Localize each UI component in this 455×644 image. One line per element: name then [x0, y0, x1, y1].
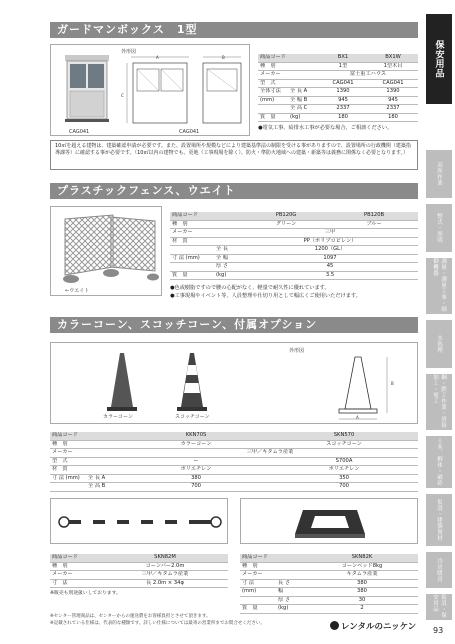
spec-cell: 350	[270, 474, 418, 483]
spec-cell: 厚 さ	[276, 596, 306, 605]
spec-cell: 1型木目	[368, 62, 418, 71]
spec-cell: 全 長	[214, 246, 242, 255]
spec-cell	[86, 440, 122, 449]
tab-water-treatment[interactable]: 水処理	[426, 320, 452, 368]
guard-box-figure	[50, 44, 250, 136]
spec-header-col: SKN570	[270, 432, 418, 440]
category-tabs	[423, 0, 455, 644]
spec-header-label	[276, 554, 306, 562]
spec-cell: 長 さ	[276, 579, 306, 588]
spec-cell: 全体寸法	[258, 88, 288, 97]
spec-cell: 質 量	[170, 271, 214, 280]
spec-cell: (kg)	[276, 605, 306, 614]
outline-caption: 外形図	[121, 49, 137, 55]
spec-cell: (mm)	[258, 96, 288, 105]
spec-header-label: 商品コード	[240, 554, 276, 562]
spec-cell: CAG041	[318, 79, 368, 88]
tab-aerial-work[interactable]: 高所作業	[426, 150, 452, 198]
scotch-cone-caption: スコッチコーン	[175, 414, 210, 420]
spec-cell: ポリエチレン	[270, 466, 418, 475]
spec-cell: 材 質	[50, 466, 86, 475]
tab-lighting[interactable]: 整式・照明	[426, 204, 452, 252]
cone-bed-spec-table	[240, 554, 418, 614]
spec-cell: 945	[368, 96, 418, 105]
spec-cell: 1200（GL）	[242, 246, 418, 255]
tab-steel-work[interactable]: 鋼・鉄工作業・溶接加工・電工	[426, 374, 452, 430]
spec-header-label: 商品コード	[50, 432, 122, 440]
spec-cell	[258, 105, 288, 114]
spec-cell	[214, 237, 242, 246]
spec-cell: メーカー	[240, 571, 276, 580]
spec-cell: 寸 法 (mm)	[170, 254, 214, 263]
color-cone-caption: カラーコーン	[103, 414, 133, 420]
spec-cell: 1型	[318, 62, 368, 71]
spec-cell	[86, 457, 122, 466]
fence-spec-table	[170, 212, 418, 280]
spec-header-col: BX1	[318, 54, 368, 62]
spec-cell: 種 別	[50, 562, 102, 571]
guard-box-spec-table	[258, 54, 418, 122]
spec-cell: 富士重工ハウス	[318, 71, 418, 80]
scotch-cone-illustration	[177, 351, 207, 413]
dim-b-label: B	[222, 55, 225, 60]
spec-cell: コーンバー2.0m	[102, 562, 228, 571]
spec-cell	[214, 220, 242, 229]
spec-cell: PP（ポリプロピレン）	[242, 237, 418, 246]
spec-cell: 全 幅 B	[288, 96, 318, 105]
dim-a-label: A	[156, 55, 159, 60]
spec-cell	[86, 466, 122, 475]
spec-cell	[214, 229, 242, 238]
footer-note-1: ※センター管理商品は、センターからの運送費をお客様負担とさせて頂きます。	[50, 614, 211, 619]
spec-cell: 種 別	[258, 62, 288, 71]
cone-bed-figure	[240, 498, 418, 544]
dim-a-label: A	[356, 415, 359, 420]
spec-cell	[170, 246, 214, 255]
section-title-fence: プラスチックフェンス、ウエイト	[50, 183, 418, 199]
spec-cell: 種 別	[240, 562, 276, 571]
spec-cell: 380	[122, 474, 270, 483]
cone-bar-illustration	[57, 515, 223, 529]
spec-header-label: 商品コード	[50, 554, 102, 562]
color-cone-illustration	[107, 351, 137, 413]
fence-illustration	[55, 211, 159, 291]
spec-cell	[288, 62, 318, 71]
fence-figure	[50, 206, 162, 296]
spec-header-col: SKN82M	[102, 554, 228, 562]
guard-box-drawing	[123, 55, 247, 127]
building-permit-note: 10㎡を超える建物は、建築確認申請が必要です。また、設置場所や規模などにより建築基準法の制限を受ける事がありますので、設置場所の行政機関（建築指導課等）に確認する事が必要です。（10㎡以内の建物でも、更地（工事現場を除く）、防火・準防火地域への建築・新築等は義務に関係なく必要となります。）	[50, 140, 418, 170]
cone-bar-spec-table	[50, 554, 228, 588]
spec-cell: 全 長 A	[288, 88, 318, 97]
tab-demolition[interactable]: 土木、解体・破砕	[426, 436, 452, 488]
spec-cell: S700A	[270, 457, 418, 466]
spec-cell: 幅	[276, 588, 306, 597]
cone-spec-table	[50, 432, 418, 492]
drawing-caption: CAG041	[179, 129, 200, 135]
dim-b-label: B	[391, 381, 394, 386]
spec-cell: 700	[122, 483, 270, 492]
weight-caption: ←ウエイト	[65, 288, 90, 294]
spec-cell: 2	[306, 605, 418, 614]
fence-note-1: ●色或樹脂ですので腰の心配がなく、軽量で耐久性に優れています。	[170, 285, 330, 291]
section-title-guard-box: ガードマンボックス 1型	[50, 22, 418, 38]
tab-heating-cooling[interactable]: 冷房暖房	[426, 552, 452, 588]
spec-cell	[276, 562, 306, 571]
spec-cell	[288, 79, 318, 88]
spec-cell: カラーコーン	[122, 440, 270, 449]
spec-cell: 厚 さ	[214, 263, 242, 272]
logo-mark-icon	[330, 621, 339, 630]
spec-cell: 全 高 C	[288, 105, 318, 114]
fence-note-2: ●工事現場やイベント等、人員整理や仕切り用として幅広くご使用いただけます。	[170, 293, 361, 299]
tab-safety-supplies[interactable]: 保安用品	[426, 14, 452, 104]
spec-header-col: PB120G	[242, 212, 330, 220]
tab-temporary-safety[interactable]: 仮設・保安用品	[426, 594, 452, 620]
cones-figure	[50, 342, 418, 424]
spec-cell: コーンベッド8kg	[306, 562, 418, 571]
spec-cell: グリーン	[242, 220, 330, 229]
spec-cell: 3.5	[242, 271, 418, 280]
spec-cell: 材 質	[170, 237, 214, 246]
spec-cell: 全 幅	[214, 254, 242, 263]
spec-cell: 380	[306, 588, 418, 597]
spec-cell: 180	[368, 113, 418, 122]
dim-c-label: C	[121, 93, 124, 98]
spec-cell: CAG041	[368, 79, 418, 88]
spec-header-col: PB120B	[330, 212, 418, 220]
spec-header-col: BX1W	[368, 54, 418, 62]
spec-cell: 1390	[318, 88, 368, 97]
spec-cell: (mm)	[240, 588, 276, 597]
brand-logo	[330, 620, 416, 632]
spec-cell: 三甲／キタムラ産業	[102, 571, 228, 580]
spec-cell: 全 高 B	[86, 483, 122, 492]
spec-cell: 45	[242, 263, 418, 272]
spec-cell: メーカー	[170, 229, 214, 238]
spec-cell: 寸 法	[50, 579, 102, 588]
spec-cell	[276, 571, 306, 580]
spec-cell: 型 式	[50, 457, 86, 466]
spec-cell: (kg)	[288, 113, 318, 122]
spec-cell: 寸 法 (mm)	[50, 474, 86, 483]
page-number: 93	[433, 626, 444, 635]
spec-cell: 三甲	[242, 229, 418, 238]
cone-bed-illustration	[293, 502, 367, 542]
spec-cell: メーカー	[50, 449, 86, 458]
tab-surveying[interactable]: 測量・測量工事・制御機器	[426, 258, 452, 314]
spec-header-label: 商品コード	[170, 212, 242, 220]
spec-cell: スコッチコーン	[270, 440, 418, 449]
spec-cell: 長 2.0m × 34φ	[102, 579, 228, 588]
spec-cell: 全 長 A	[86, 474, 122, 483]
spec-cell	[240, 596, 276, 605]
spec-cell: ポリエチレン	[122, 466, 270, 475]
section-title-cones: カラーコーン、スコッチコーン、付属オプション	[50, 317, 418, 333]
spec-cell	[170, 263, 214, 272]
footer-note-2: ※記載されている仕様は、代表的な種類です。詳しい仕様については最寄の営業所までお問合せください。	[50, 620, 265, 626]
logo-text: レンタルのニッケン	[341, 622, 417, 632]
spec-cell: メーカー	[50, 571, 102, 580]
spec-cell: メーカー	[258, 71, 288, 80]
spec-cell: ー	[122, 457, 270, 466]
spec-cell: 30	[306, 596, 418, 605]
spec-header-col: KKN70S	[122, 432, 270, 440]
spec-cell	[50, 483, 86, 492]
tab-temporary-materials[interactable]: 仮設・建築資材	[426, 494, 452, 546]
guard-box-note: ●電気工事、給排水工事が必要な場合、ご相談ください。	[258, 125, 393, 131]
spec-cell: キタムラ産業	[306, 571, 418, 580]
spec-cell: 2337	[318, 105, 368, 114]
spec-cell: 質 量	[258, 113, 288, 122]
spec-cell: 三甲／キタムラ産業	[122, 449, 418, 458]
spec-cell: 質 量	[240, 605, 276, 614]
spec-cell: 700	[270, 483, 418, 492]
spec-cell: 種 別	[50, 440, 86, 449]
cone-outline-drawing	[313, 353, 403, 423]
spec-cell: 2337	[368, 105, 418, 114]
spec-cell: 945	[318, 96, 368, 105]
cone-bar-note: ※販売も別途扱いしております。	[50, 591, 121, 596]
cone-bar-figure	[50, 498, 228, 544]
photo-caption: CAG041	[69, 129, 90, 135]
spec-cell: 380	[306, 579, 418, 588]
spec-cell: ブルー	[330, 220, 418, 229]
spec-cell: 種 別	[170, 220, 214, 229]
spec-cell: 寸 法	[240, 579, 276, 588]
spec-cell	[288, 71, 318, 80]
spec-cell: 1390	[368, 88, 418, 97]
cone-outline-caption: 外形図	[289, 348, 305, 354]
spec-cell: (kg)	[214, 271, 242, 280]
spec-cell: 型 式	[258, 79, 288, 88]
guard-box-photo	[57, 51, 117, 125]
spec-cell: 180	[318, 113, 368, 122]
spec-cell	[86, 449, 122, 458]
spec-header-label: 商品コード	[258, 54, 318, 62]
spec-header-col: SKN82K	[306, 554, 418, 562]
spec-cell: 1097	[242, 254, 418, 263]
footer-notes	[50, 614, 265, 627]
